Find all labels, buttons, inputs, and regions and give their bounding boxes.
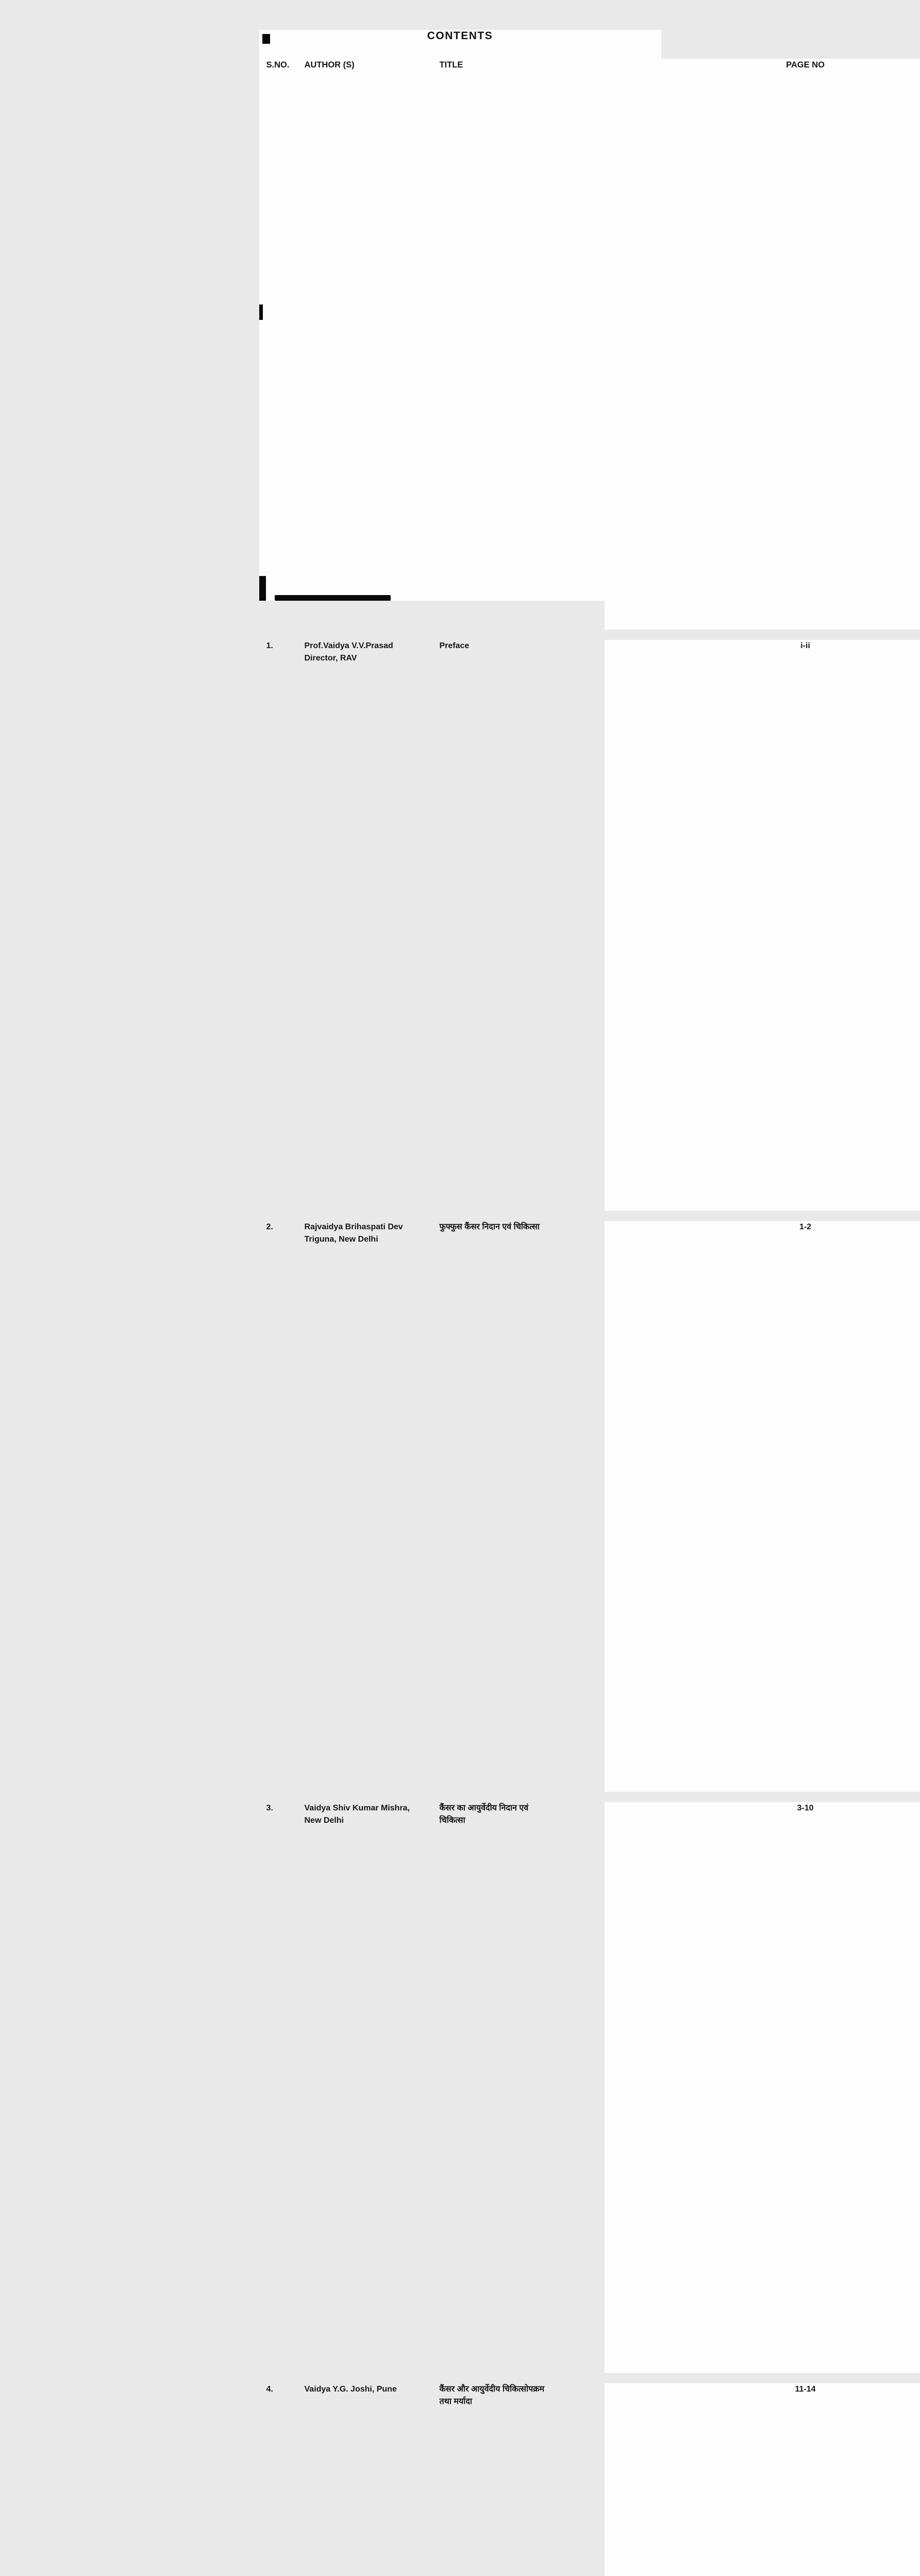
scan-artifact-bottom-bar xyxy=(275,595,391,601)
toc-row xyxy=(259,1802,661,2373)
toc-cell-author: Vaidya Shiv Kumar Mishra, New Delhi xyxy=(305,1802,440,1827)
toc-row xyxy=(259,640,661,1211)
toc-cell-sno: 1. xyxy=(259,640,305,652)
toc-cell-page: 1-2 xyxy=(605,1221,920,1792)
toc-cell-sno: 3. xyxy=(259,1802,305,1815)
header-sno: S.NO. xyxy=(259,59,305,71)
toc-cell-title: कैंसर का आयुर्वेदीय निदान एवं चिकित्सा xyxy=(440,1802,605,1827)
toc-cell-page: 3-10 xyxy=(605,1802,920,2373)
header-title: TITLE xyxy=(440,59,605,71)
contents-page xyxy=(259,30,661,601)
toc-rows xyxy=(259,640,661,2576)
page-title: CONTENTS xyxy=(259,30,661,42)
toc-cell-author: Prof.Vaidya V.V.Prasad Director, RAV xyxy=(305,640,440,665)
scan-artifact-bottom-left xyxy=(259,576,266,601)
toc-cell-page: 11-14 xyxy=(605,2383,920,2576)
toc-cell-title: कैंसर और आयुर्वेदीय चिकित्सोपक्रम तथा मर्यादा xyxy=(440,2383,605,2408)
toc-cell-sno: 2. xyxy=(259,1221,305,1233)
toc-cell-page: i-ii xyxy=(605,640,920,1211)
toc-cell-sno: 4. xyxy=(259,2383,305,2396)
toc-cell-title: फुफ्फुस कैंसर निदान एवं चिकित्सा xyxy=(440,1221,605,1233)
header-page-no: PAGE NO xyxy=(605,59,920,630)
toc-row xyxy=(259,2383,661,2576)
toc-row xyxy=(259,1221,661,1792)
scan-artifact-top-left xyxy=(262,34,270,44)
toc-cell-author: Vaidya Y.G. Joshi, Pune xyxy=(305,2383,440,2396)
header-author: AUTHOR (S) xyxy=(305,59,440,71)
toc-cell-title: Preface xyxy=(440,640,605,652)
toc-cell-author: Rajvaidya Brihaspati Dev Triguna, New Delhi xyxy=(305,1221,440,1246)
table-header-row xyxy=(259,59,661,630)
scan-artifact-left-edge xyxy=(259,304,263,320)
